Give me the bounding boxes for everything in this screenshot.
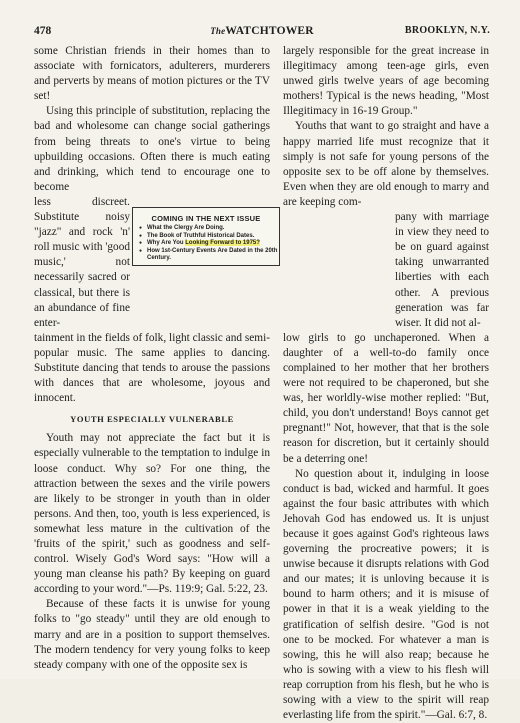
left-column	[34, 44, 270, 673]
next-issue-box	[132, 207, 280, 266]
city-label: BROOKLYN, N.Y.	[404, 25, 490, 36]
page-header	[34, 25, 490, 39]
box-title: COMING IN THE NEXT ISSUE	[151, 214, 261, 223]
paragraph: tainment in the fields of folk, light classic and semi-popular music. The same applies to dancing. Substitute dancing that tends to arouse the passions with dances that are wholesome, joyous and innocent.	[34, 331, 270, 405]
paragraph: low girls to go unchaperoned. When a daughter of a well-to-do family once complained to her mother that her brothers were not required to be chaperoned, but she was, her worldly-wise mother replied: "But, child, you don't understand! Boys cannot get pregnant!" Not, however, that that is the sole reason for discretion, but it certainly should be a deterring one!	[283, 331, 489, 465]
box-item: ● What the Clergy Are Doing.	[139, 225, 279, 233]
paragraph: Youths that want to go straight and have a happy married life must recognize that it simply is not safe for young persons of the opposite sex to be off alone by themselves. Even when they are old enough to marry and are keeping com-	[283, 120, 489, 208]
paragraph: No question about it, indulging in loose conduct is bad, wicked and harmful. It goes against the four basic attributes with which Jehovah God has endowed us. It is unjust because it goes against God's righteous laws governing the procreative powers; it is unwise because it disrupts relations with God and our mates; it is unloving because it is bound to harm others; and it is misuse of power in that it is a weak yielding to the gratification of selfish desire. "God is not one to be mocked. For whatever a man is sowing, this he will also reap; because he who is sowing with a view to his flesh will reap corruption from his flesh, but he who is sowing with a view to the spirit will reap everlasting life from the spirit."—Gal. 6:7, 8.	[283, 467, 489, 722]
paragraph: some Christian friends in their homes than to associate with fornicators, adulterers, murderers and perverts by means of motion pictures or the TV set!	[34, 45, 270, 103]
box-item: ● How 1st-Century Events Are Dated in the 20th Century.	[139, 248, 279, 263]
box-list	[133, 225, 279, 263]
highlighted-text: Looking Forward to 1975?	[185, 240, 260, 247]
paragraph: Using this principle of substitution, replacing the bad and wholesome can change social gatherings from being threats to one's virtue to being upbuilding occasions. Often there is much eating and drinking, which tend to encourage one to become	[34, 105, 270, 193]
paragraph: Because of these facts it is unwise for young folks to "go steady" until they are old enough to marry and are in a position to support themselves. The modern tendency for very young folks to keep steady company with one of the opposite sex is	[34, 598, 270, 671]
right-column	[283, 44, 489, 723]
paragraph: largely responsible for the great increase in illegitimacy among teen-age girls, even unwed girls twelve years of age becoming mothers! Typical is the news heading, "Most Illegitimacy in 16-19 Group."	[283, 45, 489, 118]
paragraph-narrow: less discreet. Substitute noisy "jazz" and rock 'n' roll music with 'good music,' not necessarily sacred or classical, but there is an abundance of fine enter-	[34, 195, 130, 329]
subheading: YOUTH ESPECIALLY VULNERABLE	[70, 414, 234, 425]
magazine-title: TheWATCHTOWER	[210, 25, 314, 37]
page-number: 478	[34, 25, 52, 37]
paragraph: Youth may not appreciate the fact but it is especially vulnerable to the temptation to indulge in loose conduct. Why so? For one thing, the attraction between the sexes and the virile powers are likely to be stronger in youth than in older persons. And then, too, youth is less experienced, is somewhat less mature in the cultivation of the 'fruits of the spirit,' such as goodness and self-control. Wisely God's Word says: "How will a young man cleanse his path? By keeping on guard according to your word."—Ps. 119:9; Gal. 5:22, 23.	[34, 432, 270, 596]
box-item: ● Why Are You Looking Forward to 1975?	[139, 240, 279, 248]
paragraph-narrow: pany with marriage in view they need to be on guard against taking unwarranted liberties with each other. A previous generation was far wiser. It did not al-	[395, 211, 489, 329]
box-item: ● The Book of Truthful Historical Dates.	[139, 233, 279, 241]
